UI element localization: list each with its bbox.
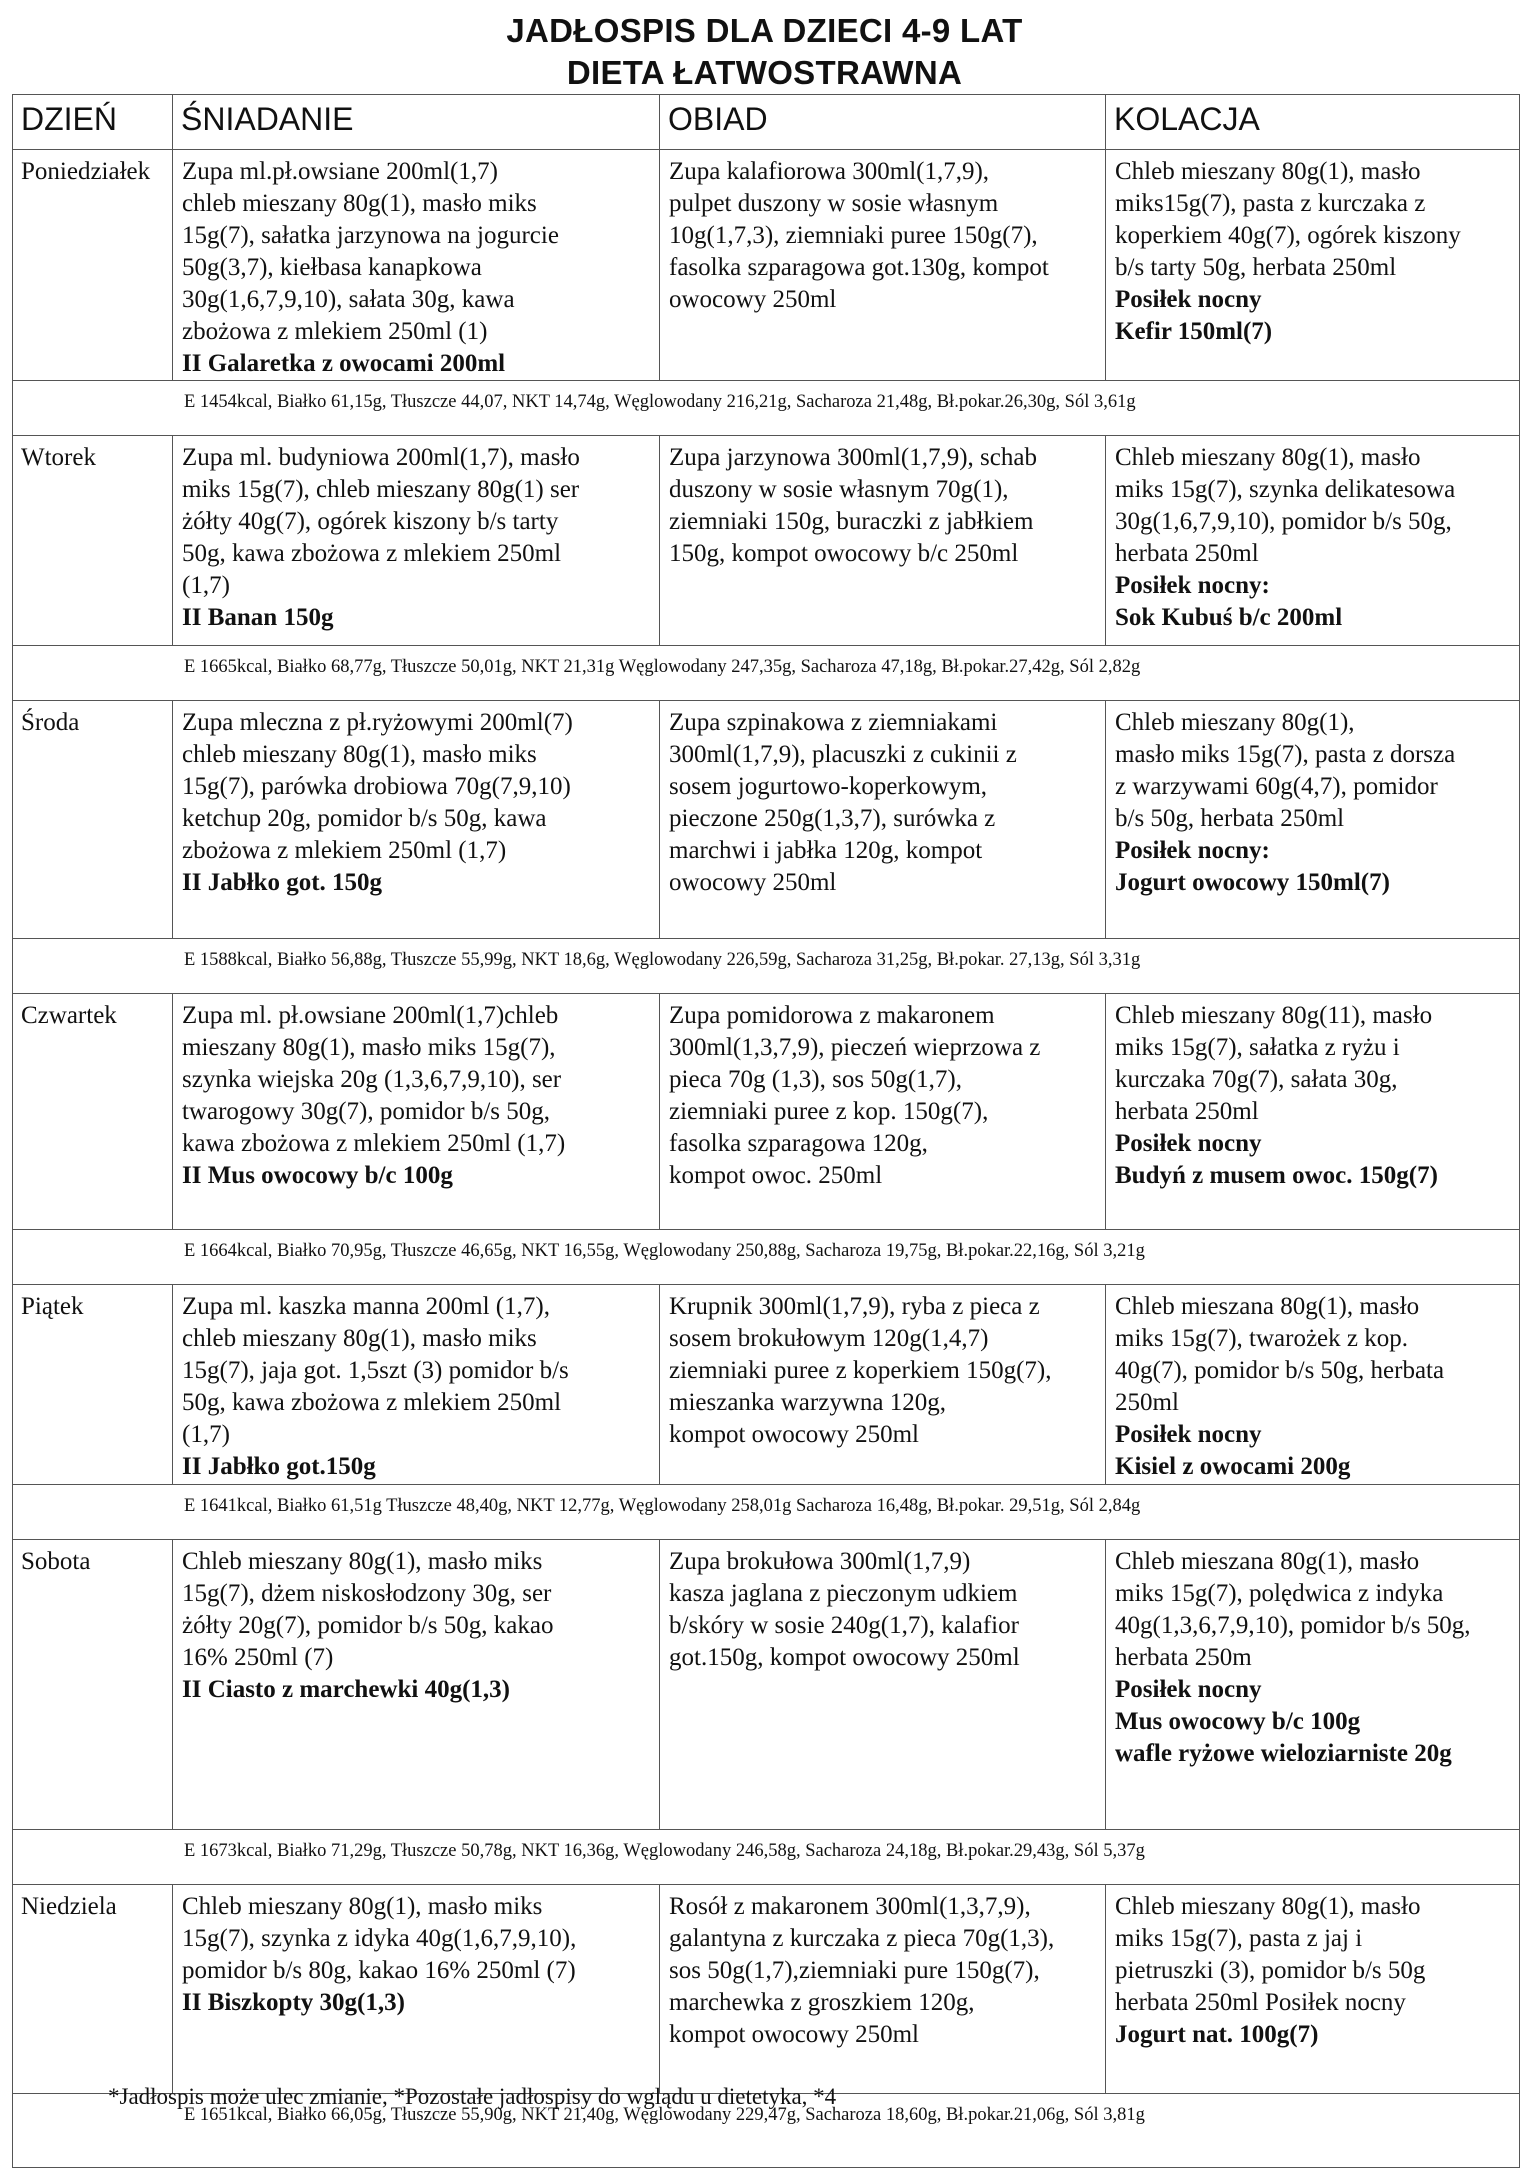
lunch-line: 150g, kompot owocowy b/c 250ml	[669, 540, 1019, 567]
dinner-line: wafle ryżowe wieloziarniste 20g	[1115, 1740, 1452, 1767]
breakfast-line: mieszany 80g(1), masło miks 15g(7),	[182, 1034, 556, 1061]
dinner-cell	[1106, 1540, 1520, 1830]
dinner-line: miks 15g(7), twarożek z kop.	[1115, 1325, 1408, 1352]
breakfast-line: 15g(7), jaja got. 1,5szt (3) pomidor b/s	[182, 1357, 569, 1384]
dinner-line: Posiłek nocny:	[1115, 837, 1270, 864]
lunch-cell	[660, 436, 1106, 646]
nutrition-summary: E 1673kcal, Białko 71,29g, Tłuszcze 50,78g, NKT 16,36g, Węglowodany 246,58g, Sacharoza 24,18g, Bł.pokar.29,43g, Sól 5,37g	[13, 1830, 1520, 1885]
breakfast-line: Chleb mieszany 80g(1), masło miks	[182, 1893, 543, 1920]
breakfast-line: II Banan 150g	[182, 604, 334, 631]
lunch-line: b/skóry w sosie 240g(1,7), kalafior	[669, 1612, 1019, 1639]
lunch-line: pieca 70g (1,3), sos 50g(1,7),	[669, 1066, 962, 1093]
dinner-line: Chleb mieszana 80g(1), masło	[1115, 1548, 1420, 1575]
nutrition-summary: E 1665kcal, Białko 68,77g, Tłuszcze 50,01g, NKT 21,31g Węglowodany 247,35g, Sacharoza 47,18g, Bł.pokar.27,42g, Sól 2,82g	[13, 646, 1520, 701]
dinner-line: Posiłek nocny	[1115, 286, 1262, 313]
breakfast-cell	[173, 150, 660, 381]
dinner-line: Posiłek nocny	[1115, 1130, 1262, 1157]
dinner-line: herbata 250m	[1115, 1644, 1252, 1671]
day-row	[13, 436, 1520, 646]
dinner-line: 40g(7), pomidor b/s 50g, herbata	[1115, 1357, 1445, 1384]
dinner-line: herbata 250ml Posiłek nocny	[1115, 1989, 1406, 2016]
menu-table	[12, 94, 1520, 2168]
day-name: Sobota	[13, 1540, 173, 1830]
lunch-line: owocowy 250ml	[669, 286, 837, 313]
breakfast-line: żółty 40g(7), ogórek kiszony b/s tarty	[182, 508, 559, 535]
breakfast-line: Zupa ml. budyniowa 200ml(1,7), masło	[182, 444, 580, 471]
nutrition-summary: E 1641kcal, Białko 61,51g Tłuszcze 48,40g, NKT 12,77g, Węglowodany 258,01g Sacharoza 16,48g, Bł.pokar. 29,51g, Sól 2,84g	[13, 1485, 1520, 1540]
breakfast-line: 15g(7), sałatka jarzynowa na jogurcie	[182, 222, 559, 249]
dinner-line: kurczaka 70g(7), sałata 30g,	[1115, 1066, 1398, 1093]
breakfast-line: miks 15g(7), chleb mieszany 80g(1) ser	[182, 476, 580, 503]
lunch-line: kompot owocowy 250ml	[669, 2021, 919, 2048]
dinner-line: b/s 50g, herbata 250ml	[1115, 805, 1345, 832]
day-name: Poniedziałek	[13, 150, 173, 381]
header-dinner: KOLACJA	[1106, 95, 1520, 150]
dinner-cell	[1106, 1885, 1520, 2094]
lunch-line: sosem brokułowym 120g(1,4,7)	[669, 1325, 989, 1352]
lunch-cell	[660, 150, 1106, 381]
dinner-line: Chleb mieszana 80g(1), masło	[1115, 1293, 1420, 1320]
breakfast-line: pomidor b/s 80g, kakao 16% 250ml (7)	[182, 1957, 576, 1984]
dinner-line: herbata 250ml	[1115, 1098, 1259, 1125]
dinner-line: pietruszki (3), pomidor b/s 50g	[1115, 1957, 1426, 1984]
dinner-line: Chleb mieszany 80g(11), masło	[1115, 1002, 1433, 1029]
page-title: JADŁOSPIS DLA DZIECI 4-9 LAT	[506, 12, 1023, 49]
breakfast-line: twarogowy 30g(7), pomidor b/s 50g,	[182, 1098, 551, 1125]
lunch-line: marchwi i jabłka 120g, kompot	[669, 837, 983, 864]
day-row	[13, 1540, 1520, 1830]
lunch-line: 300ml(1,7,9), placuszki z cukinii z	[669, 741, 1017, 768]
breakfast-line: II Jabłko got. 150g	[182, 869, 383, 896]
breakfast-cell	[173, 701, 660, 939]
breakfast-line: II Galaretka z owocami 200ml	[182, 350, 506, 377]
lunch-line: ziemniaki puree z koperkiem 150g(7),	[669, 1357, 1052, 1384]
breakfast-line: 15g(7), dżem niskosłodzony 30g, ser	[182, 1580, 552, 1607]
nutrition-summary: E 1651kcal, Białko 66,05g, Tłuszcze 55,90g, NKT 21,40g, Węglowodany 229,47g, Sacharoza 18,60g, Bł.pokar.21,06g, Sól 3,81g	[13, 2094, 1520, 2168]
breakfast-line: 50g, kawa zbożowa z mlekiem 250ml	[182, 540, 562, 567]
lunch-line: kasza jaglana z pieczonym udkiem	[669, 1580, 1018, 1607]
header-lunch: OBIAD	[660, 95, 1106, 150]
lunch-line: Zupa brokułowa 300ml(1,7,9)	[669, 1548, 971, 1575]
lunch-line: mieszanka warzywna 120g,	[669, 1389, 946, 1416]
breakfast-line: zbożowa z mlekiem 250ml (1)	[182, 318, 488, 345]
dinner-cell	[1106, 436, 1520, 646]
lunch-line: sosem jogurtowo-koperkowym,	[669, 773, 988, 800]
lunch-line: Krupnik 300ml(1,7,9), ryba z pieca z	[669, 1293, 1040, 1320]
day-row	[13, 701, 1520, 939]
day-name: Wtorek	[13, 436, 173, 646]
nutrition-row	[13, 381, 1520, 436]
dinner-cell	[1106, 150, 1520, 381]
breakfast-cell	[173, 1885, 660, 2094]
lunch-line: Zupa pomidorowa z makaronem	[669, 1002, 995, 1029]
lunch-line: fasolka szparagowa 120g,	[669, 1130, 928, 1157]
lunch-line: kompot owoc. 250ml	[669, 1162, 883, 1189]
dinner-line: miks 15g(7), polędwica z indyka	[1115, 1580, 1444, 1607]
breakfast-line: Zupa ml. kaszka manna 200ml (1,7),	[182, 1293, 550, 1320]
nutrition-row	[13, 646, 1520, 701]
breakfast-line: (1,7)	[182, 1421, 230, 1448]
breakfast-line: Chleb mieszany 80g(1), masło miks	[182, 1548, 543, 1575]
breakfast-line: 16% 250ml (7)	[182, 1644, 334, 1671]
lunch-line: pulpet duszony w sosie własnym	[669, 190, 999, 217]
dinner-cell	[1106, 994, 1520, 1230]
lunch-line: ziemniaki 150g, buraczki z jabłkiem	[669, 508, 1034, 535]
breakfast-line: kawa zbożowa z mlekiem 250ml (1,7)	[182, 1130, 566, 1157]
title-block	[0, 10, 1529, 94]
dinner-line: Chleb mieszany 80g(1),	[1115, 709, 1355, 736]
dinner-cell	[1106, 701, 1520, 939]
day-row	[13, 1285, 1520, 1485]
breakfast-line: II Jabłko got.150g	[182, 1453, 376, 1480]
dinner-line: 250ml	[1115, 1389, 1179, 1416]
lunch-line: Zupa kalafiorowa 300ml(1,7,9),	[669, 158, 990, 185]
dinner-line: Posiłek nocny	[1115, 1421, 1262, 1448]
breakfast-line: Zupa ml.pł.owsiane 200ml(1,7)	[182, 158, 498, 185]
lunch-line: marchewka z groszkiem 120g,	[669, 1989, 975, 2016]
breakfast-line: II Mus owocowy b/c 100g	[182, 1162, 453, 1189]
breakfast-cell	[173, 1540, 660, 1830]
dinner-line: Kefir 150ml(7)	[1115, 318, 1273, 345]
footer-note: *Jadłospis może ulec zmianie, *Pozostałe jadłospisy do wglądu u dietetyka, *4	[108, 2084, 837, 2109]
breakfast-line: Zupa ml. pł.owsiane 200ml(1,7)chleb	[182, 1002, 559, 1029]
breakfast-line: (1,7)	[182, 572, 230, 599]
lunch-line: owocowy 250ml	[669, 869, 837, 896]
lunch-cell	[660, 701, 1106, 939]
dinner-line: herbata 250ml	[1115, 540, 1259, 567]
dinner-line: z warzywami 60g(4,7), pomidor	[1115, 773, 1438, 800]
day-name: Piątek	[13, 1285, 173, 1485]
day-name: Środa	[13, 701, 173, 939]
breakfast-line: szynka wiejska 20g (1,3,6,7,9,10), ser	[182, 1066, 562, 1093]
dinner-line: Chleb mieszany 80g(1), masło	[1115, 444, 1421, 471]
dinner-line: Sok Kubuś b/c 200ml	[1115, 604, 1343, 631]
lunch-line: 300ml(1,3,7,9), pieczeń wieprzowa z	[669, 1034, 1041, 1061]
dinner-line: Posiłek nocny	[1115, 1676, 1262, 1703]
day-name: Czwartek	[13, 994, 173, 1230]
dinner-cell	[1106, 1285, 1520, 1485]
dinner-line: masło miks 15g(7), pasta z dorsza	[1115, 741, 1456, 768]
dinner-line: koperkiem 40g(7), ogórek kiszony	[1115, 222, 1461, 249]
day-row	[13, 994, 1520, 1230]
lunch-line: pieczone 250g(1,3,7), surówka z	[669, 805, 996, 832]
lunch-line: Zupa szpinakowa z ziemniakami	[669, 709, 998, 736]
lunch-line: kompot owocowy 250ml	[669, 1421, 919, 1448]
lunch-line: sos 50g(1,7),ziemniaki pure 150g(7),	[669, 1957, 1040, 1984]
dinner-line: miks 15g(7), pasta z jaj i	[1115, 1925, 1363, 1952]
nutrition-row	[13, 939, 1520, 994]
lunch-cell	[660, 1885, 1106, 2094]
header-row	[13, 95, 1520, 150]
breakfast-line: żółty 20g(7), pomidor b/s 50g, kakao	[182, 1612, 554, 1639]
breakfast-line: 50g(3,7), kiełbasa kanapkowa	[182, 254, 482, 281]
breakfast-line: II Ciasto z marchewki 40g(1,3)	[182, 1676, 510, 1703]
dinner-line: miks 15g(7), szynka delikatesowa	[1115, 476, 1456, 503]
day-name: Niedziela	[13, 1885, 173, 2094]
lunch-line: fasolka szparagowa got.130g, kompot	[669, 254, 1049, 281]
lunch-cell	[660, 994, 1106, 1230]
lunch-cell	[660, 1285, 1106, 1485]
lunch-line: duszony w sosie własnym 70g(1),	[669, 476, 1009, 503]
dinner-line: Mus owocowy b/c 100g	[1115, 1708, 1361, 1735]
day-row	[13, 150, 1520, 381]
lunch-line: ziemniaki puree z kop. 150g(7),	[669, 1098, 989, 1125]
lunch-cell	[660, 1540, 1106, 1830]
dinner-line: Chleb mieszany 80g(1), masło	[1115, 158, 1421, 185]
dinner-line: Posiłek nocny:	[1115, 572, 1270, 599]
breakfast-line: 30g(1,6,7,9,10), sałata 30g, kawa	[182, 286, 515, 313]
breakfast-cell	[173, 994, 660, 1230]
dinner-line: miks15g(7), pasta z kurczaka z	[1115, 190, 1426, 217]
breakfast-cell	[173, 436, 660, 646]
dinner-line: Chleb mieszany 80g(1), masło	[1115, 1893, 1421, 1920]
breakfast-line: 50g, kawa zbożowa z mlekiem 250ml	[182, 1389, 562, 1416]
nutrition-row	[13, 1485, 1520, 1540]
dinner-line: Jogurt nat. 100g(7)	[1115, 2021, 1319, 2048]
dinner-line: Budyń z musem owoc. 150g(7)	[1115, 1162, 1438, 1189]
breakfast-line: 15g(7), parówka drobiowa 70g(7,9,10)	[182, 773, 571, 800]
dinner-line: miks 15g(7), sałatka z ryżu i	[1115, 1034, 1400, 1061]
nutrition-summary: E 1588kcal, Białko 56,88g, Tłuszcze 55,99g, NKT 18,6g, Węglowodany 226,59g, Sacharoza 31,25g, Bł.pokar. 27,13g, Sól 3,31g	[13, 939, 1520, 994]
breakfast-cell	[173, 1285, 660, 1485]
nutrition-row	[13, 1230, 1520, 1285]
breakfast-line: chleb mieszany 80g(1), masło miks	[182, 1325, 537, 1352]
breakfast-line: Zupa mleczna z pł.ryżowymi 200ml(7)	[182, 709, 573, 736]
dinner-line: 30g(1,6,7,9,10), pomidor b/s 50g,	[1115, 508, 1452, 535]
header-breakfast: ŚNIADANIE	[173, 95, 660, 150]
dinner-line: 40g(1,3,6,7,9,10), pomidor b/s 50g,	[1115, 1612, 1471, 1639]
lunch-line: Zupa jarzynowa 300ml(1,7,9), schab	[669, 444, 1037, 471]
lunch-line: 10g(1,7,3), ziemniaki puree 150g(7),	[669, 222, 1038, 249]
nutrition-row	[13, 1830, 1520, 1885]
breakfast-line: ketchup 20g, pomidor b/s 50g, kawa	[182, 805, 547, 832]
breakfast-line: chleb mieszany 80g(1), masło miks	[182, 741, 537, 768]
breakfast-line: chleb mieszany 80g(1), masło miks	[182, 190, 537, 217]
breakfast-line: II Biszkopty 30g(1,3)	[182, 1989, 405, 2016]
dinner-line: Jogurt owocowy 150ml(7)	[1115, 869, 1390, 896]
lunch-line: got.150g, kompot owocowy 250ml	[669, 1644, 1020, 1671]
nutrition-summary: E 1664kcal, Białko 70,95g, Tłuszcze 46,65g, NKT 16,55g, Węglowodany 250,88g, Sacharoza 19,75g, Bł.pokar.22,16g, Sól 3,21g	[13, 1230, 1520, 1285]
breakfast-line: 15g(7), szynka z idyka 40g(1,6,7,9,10),	[182, 1925, 577, 1952]
nutrition-summary: E 1454kcal, Białko 61,15g, Tłuszcze 44,07, NKT 14,74g, Węglowodany 216,21g, Sacharoza 21,48g, Bł.pokar.26,30g, Sól 3,61g	[13, 381, 1520, 436]
dinner-line: Kisiel z owocami 200g	[1115, 1453, 1351, 1480]
lunch-line: Rosół z makaronem 300ml(1,3,7,9),	[669, 1893, 1031, 1920]
page-subtitle: DIETA ŁATWOSTRAWNA	[566, 54, 963, 91]
dinner-line: b/s tarty 50g, herbata 250ml	[1115, 254, 1397, 281]
breakfast-line: zbożowa z mlekiem 250ml (1,7)	[182, 837, 507, 864]
lunch-line: galantyna z kurczaka z pieca 70g(1,3),	[669, 1925, 1055, 1952]
header-day: DZIEŃ	[13, 95, 173, 150]
day-row	[13, 1885, 1520, 2094]
